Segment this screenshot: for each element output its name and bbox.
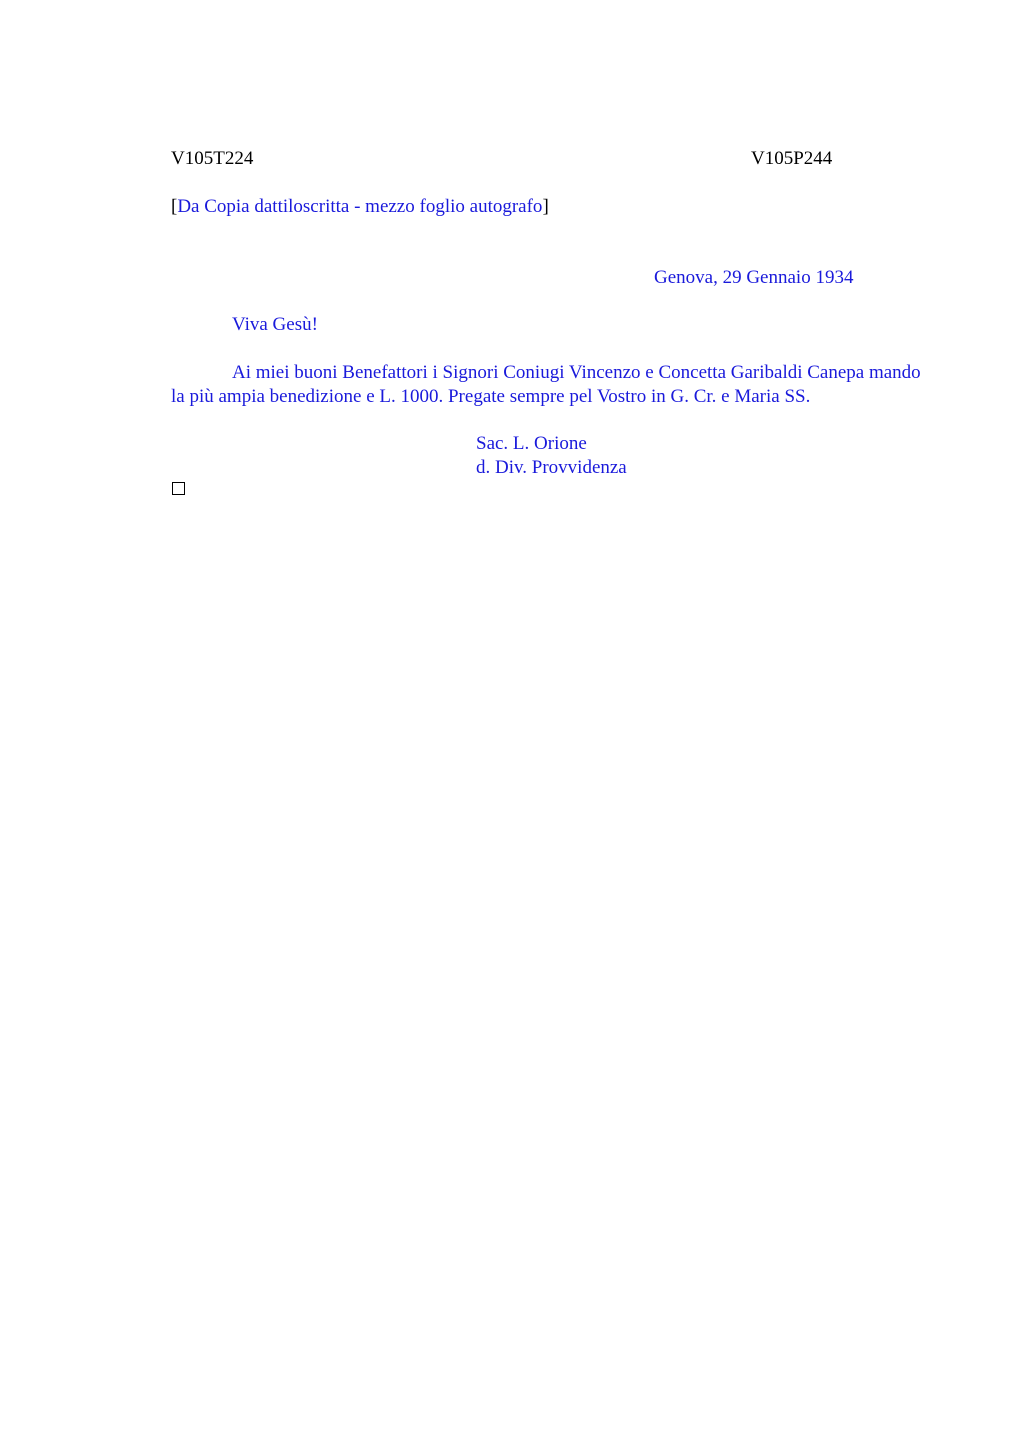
letter-salutation: Viva Gesù!	[232, 314, 318, 335]
document-code-right: V105P244	[751, 148, 833, 169]
signature-line-1: Sac. L. Orione	[476, 433, 587, 454]
document-code-left: V105T224	[171, 148, 254, 169]
source-note	[171, 195, 549, 219]
source-note-close-bracket: ]	[542, 196, 549, 217]
source-note-open-bracket: [	[171, 196, 178, 217]
letter-body: Ai miei buoni Benefattori i Signori Coniugi Vincenzo e Concetta Garibaldi Canepa mando la più ampia benedizione e L. 1000. Pregate sempre pel Vostro in G. Cr. e Maria SS.	[171, 362, 921, 407]
letter-date: Genova, 29 Gennaio 1934	[654, 267, 854, 288]
source-note-text: Da Copia dattiloscritta - mezzo foglio autografo	[177, 196, 543, 217]
square-outline-icon	[172, 482, 185, 495]
signature-line-2: d. Div. Provvidenza	[476, 457, 627, 478]
